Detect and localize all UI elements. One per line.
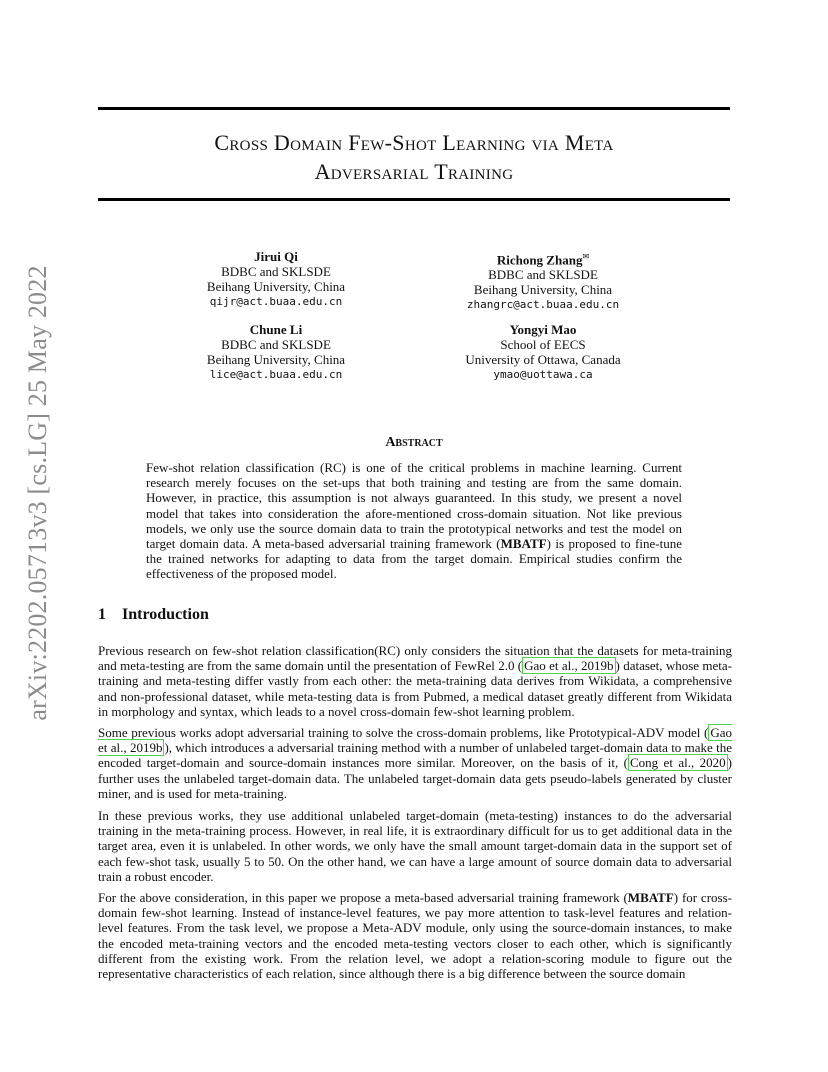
abstract-text: Few-shot relation classification (RC) is one of the critical problems in machine learning. Current research merely focuses on the set-ups that both training and testing are from the same domain. However, in practice, this assumption is not always guaranteed. In this study, we present a novel model that takes into consideration the afore-mentioned cross-domain situation. Not like previous models, we only use the source domain data to train the prototypical networks and test the model on target domain data. A meta-based adversarial training framework (	[146, 460, 682, 552]
intro-paragraph-2	[98, 725, 732, 801]
citation-link[interactable]: Cong et al., 2020	[629, 755, 726, 771]
author-email[interactable]: lice@act.buaa.edu.cn	[209, 368, 343, 381]
author-affiliation: BDBC and SKLSDE	[221, 264, 331, 279]
section-title: Introduction	[122, 606, 209, 623]
title-rule-bottom	[98, 198, 730, 201]
abstract-body	[146, 460, 682, 582]
author-affiliation: Beihang University, China	[206, 352, 346, 367]
author-affiliation: Beihang University, China	[206, 279, 346, 294]
envelope-icon: ✉	[582, 252, 590, 261]
author-affiliation: BDBC and SKLSDE	[488, 267, 598, 283]
abstract-text: ) is proposed to fine-tune the trained networks for adapting to data from the target domain. Empirical studies confirm the effectiveness of the proposed model.	[146, 536, 682, 582]
arxiv-id: arXiv:2202.05713v3 [cs.LG] 25 May 2022	[23, 265, 52, 721]
author-email[interactable]: zhangrc@act.buaa.edu.cn	[466, 298, 620, 312]
intro-paragraph-4	[98, 890, 732, 981]
author-block	[423, 249, 663, 312]
paragraph-text: Some previous works adopt adversarial training to solve the cross-domain problems, like Prototypical-ADV model (	[98, 725, 709, 740]
paragraph-text: For the above consideration, in this paper we propose a meta-based adversarial training framework (	[98, 890, 628, 905]
author-email[interactable]: qijr@act.buaa.edu.cn	[209, 295, 343, 308]
intro-paragraph-1	[98, 643, 732, 719]
section-number: 1	[98, 606, 106, 623]
paragraph-text: ) further uses the unlabeled target-domain data. The unlabeled target-domain data gets pseudo-labels generated by cluster miner, and is used for meta-training.	[98, 755, 733, 801]
author-block	[156, 322, 396, 382]
citation-link[interactable]: Gao et al., 2019b	[98, 725, 732, 756]
citation-link[interactable]: Gao et al., 2019b	[524, 658, 614, 674]
author-affiliation: School of EECS	[500, 337, 586, 352]
paragraph-text: Previous research on few-shot relation classification(RC) only considers the situation that the datasets for meta-training and meta-testing are from the same domain until the presentation of FewRel 2.0 (	[98, 643, 732, 674]
bold-term: MBATF	[627, 890, 674, 905]
section-heading	[98, 606, 209, 624]
author-name: Chune Li	[249, 322, 303, 337]
author-block	[156, 249, 396, 309]
author-name: Jirui Qi	[254, 249, 298, 264]
title-rule-top	[98, 107, 730, 110]
author-name-row	[423, 249, 663, 267]
author-name: Yongyi Mao	[509, 322, 577, 337]
paragraph-text: ) dataset, whose meta-training and meta-testing differ vastly from each other: the meta-training data derives from Wikidata, a comprehensive and non-professional dataset, while meta-testing data is from Pubmed, a medical dataset greatly different from Wikidata in morphology and syntax, which leads to a novel cross-domain few-shot learning problem.	[98, 658, 732, 719]
author-affiliation: BDBC and SKLSDE	[221, 337, 331, 352]
author-affiliation: University of Ottawa, Canada	[465, 352, 621, 367]
intro-paragraph-3: In these previous works, they use additional unlabeled target-domain (meta-testing) instances to do the adversarial training in the meta-training process. However, in real life, it is extraordinary difficult for us to get additional data in the target area, even it is unlabeled. In other words, we only have the small amount target-domain data in the support set of each few-shot task, usually 5 to 50. On the other hand, we can have a large amount of source domain data to adversarial train a robust encoder.	[98, 808, 732, 884]
paragraph-text: ), which introduces a adversarial training method with a number of unlabeled target-domain data to make the encoded target-domain and source-domain instances more similar. Moreover, on the basis of it, (	[98, 740, 733, 771]
paper-title	[98, 128, 730, 186]
title-line-2: Adversarial Training	[314, 159, 514, 184]
title-line-1: Cross Domain Few-Shot Learning via Meta	[214, 130, 614, 155]
author-block	[423, 322, 663, 382]
author-name: Richong Zhang	[496, 252, 583, 268]
abstract-heading: Abstract	[385, 435, 443, 450]
paragraph-text: ) for cross-domain few-shot learning. Instead of instance-level features, we pay more attention to task-level features and relation-level features. From the task level, we propose a Meta-ADV module, only using the source-domain instances, to make the encoded meta-training vectors and the encoded meta-testing vectors closer to each other, which is significantly different from the existing work. From the relation level, we adopt a relation-scoring module to figure out the representative characteristics of each relation, since although there is a big difference between the source domain	[98, 890, 732, 982]
author-affiliation: Beihang University, China	[473, 282, 613, 298]
abstract-bold-term: MBATF	[500, 536, 547, 552]
arxiv-stamp	[20, 265, 56, 721]
author-email[interactable]: ymao@uottawa.ca	[493, 368, 593, 381]
